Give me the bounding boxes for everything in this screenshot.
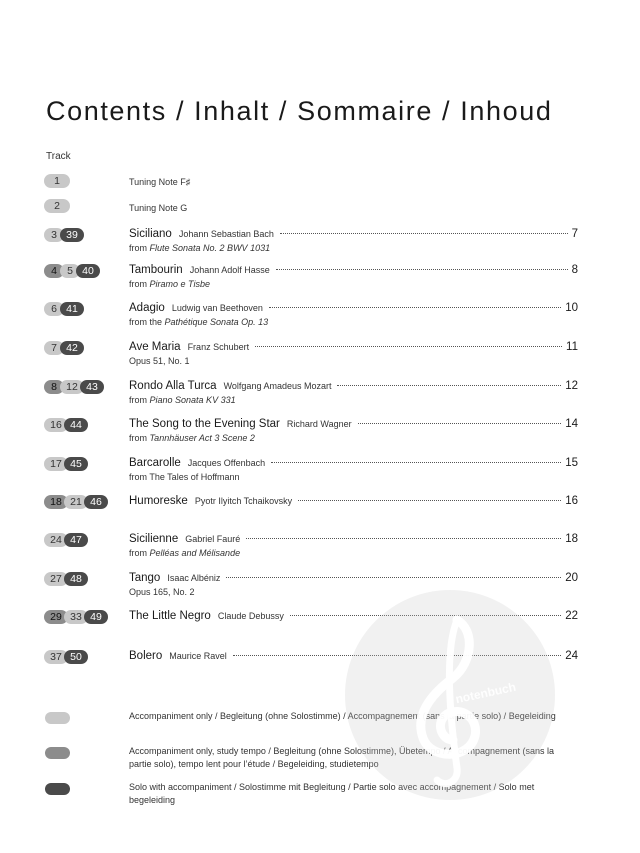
page-number: 20 bbox=[565, 572, 578, 584]
track-column-header: Track bbox=[46, 151, 71, 162]
mid-swatch-icon bbox=[45, 747, 70, 759]
composer-name: Ludwig van Beethoven bbox=[171, 303, 263, 313]
page-number: 15 bbox=[565, 457, 578, 469]
track-badge: 47 bbox=[64, 533, 88, 547]
entry-text bbox=[129, 264, 578, 289]
tuning-label: Tuning Note G bbox=[129, 203, 188, 213]
track-badge: 37 bbox=[44, 650, 68, 664]
entry-text bbox=[129, 302, 578, 327]
track-badge: 50 bbox=[64, 650, 88, 664]
track-badge: 41 bbox=[60, 302, 84, 316]
source-prefix: from bbox=[129, 433, 150, 443]
piece-title: Humoreske bbox=[129, 495, 188, 507]
track-badge: 27 bbox=[44, 572, 68, 586]
composer-name: Johann Sebastian Bach bbox=[178, 229, 274, 239]
dot-leader bbox=[298, 500, 561, 501]
track-badge: 40 bbox=[76, 264, 100, 278]
track-badge: 6 bbox=[44, 302, 64, 316]
track-badge: 16 bbox=[44, 418, 68, 432]
piece-title: Rondo Alla Turca bbox=[129, 380, 217, 392]
track-badge: 45 bbox=[64, 457, 88, 471]
piece-title: Ave Maria bbox=[129, 341, 181, 353]
track-badge: 29 bbox=[44, 610, 68, 624]
source-prefix: from bbox=[129, 548, 150, 558]
composer-name: Richard Wagner bbox=[286, 419, 352, 429]
source-work: Pelléas and Mélisande bbox=[149, 548, 241, 558]
dot-leader bbox=[276, 269, 568, 270]
track-badge: 46 bbox=[84, 495, 108, 509]
dot-leader bbox=[246, 538, 561, 539]
page-number: 11 bbox=[566, 341, 578, 353]
piece-title: The Little Negro bbox=[129, 610, 211, 622]
entry-text bbox=[129, 495, 578, 507]
source-line bbox=[129, 433, 578, 443]
tuning-label: Tuning Note F♯ bbox=[129, 177, 191, 187]
source-prefix: from The Tales of Hoffmann bbox=[129, 472, 240, 482]
page-number: 16 bbox=[565, 495, 578, 507]
source-prefix: Opus 51, No. 1 bbox=[129, 356, 190, 366]
watermark-logo bbox=[345, 590, 555, 800]
piece-title: Sicilienne bbox=[129, 533, 179, 545]
dot-leader bbox=[271, 462, 561, 463]
track-badge: 48 bbox=[64, 572, 88, 586]
source-line bbox=[129, 356, 578, 366]
piece-title: The Song to the Evening Star bbox=[129, 418, 280, 430]
track-badge: 5 bbox=[60, 264, 80, 278]
composer-name: Claude Debussy bbox=[217, 611, 284, 621]
composer-name: Pyotr Ilyitch Tchaikovsky bbox=[194, 496, 293, 506]
composer-name: Gabriel Fauré bbox=[185, 534, 241, 544]
page-number: 10 bbox=[565, 302, 578, 314]
composer-name: Jacques Offenbach bbox=[187, 458, 266, 468]
composer-name: Wolfgang Amadeus Mozart bbox=[223, 381, 332, 391]
source-prefix: from bbox=[129, 279, 150, 289]
track-badge: 3 bbox=[44, 228, 64, 242]
composer-name: Johann Adolf Hasse bbox=[189, 265, 270, 275]
track-badge: 33 bbox=[64, 610, 88, 624]
page-number: 22 bbox=[565, 610, 578, 622]
composer-name: Franz Schubert bbox=[187, 342, 250, 352]
piece-title: Bolero bbox=[129, 650, 163, 662]
piece-title: Adagio bbox=[129, 302, 165, 314]
source-work: Tannhäuser Act 3 Scene 2 bbox=[149, 433, 255, 443]
piece-title: Siciliano bbox=[129, 228, 172, 240]
source-work: Flute Sonata No. 2 BWV 1031 bbox=[149, 243, 271, 253]
piece-title: Tambourin bbox=[129, 264, 183, 276]
source-line bbox=[129, 243, 578, 253]
track-badge: 12 bbox=[60, 380, 84, 394]
piece-title: Tango bbox=[129, 572, 161, 584]
entry-text bbox=[129, 418, 578, 443]
page-number: 7 bbox=[571, 228, 578, 240]
track-badge: 7 bbox=[44, 341, 64, 355]
page-number: 18 bbox=[565, 533, 578, 545]
track-badge: 49 bbox=[84, 610, 108, 624]
track-badge: 42 bbox=[60, 341, 84, 355]
track-badge: 24 bbox=[44, 533, 68, 547]
dot-leader bbox=[358, 423, 562, 424]
source-line bbox=[129, 395, 578, 405]
track-badge: 2 bbox=[44, 199, 70, 213]
treble-clef-icon bbox=[345, 590, 555, 800]
piece-title: Barcarolle bbox=[129, 457, 181, 469]
watermark-text: notenbuch bbox=[454, 679, 518, 707]
track-badge: 44 bbox=[64, 418, 88, 432]
legend-text: Solo with accompaniment / Solostimme mit Begleitung / Partie solo avec accompagnement / Solo met begeleiding bbox=[129, 782, 535, 805]
track-badge: 4 bbox=[44, 264, 64, 278]
track-badge: 8 bbox=[44, 380, 64, 394]
track-badge: 18 bbox=[44, 495, 68, 509]
dot-leader bbox=[255, 346, 562, 347]
track-badge: 21 bbox=[64, 495, 88, 509]
legend-text: Accompaniment only / Begleitung (ohne Solostimme) / Accompagnement (sans la partie solo) / Begeleiding bbox=[129, 711, 556, 721]
page-number: 14 bbox=[565, 418, 578, 430]
entry-text bbox=[129, 457, 578, 482]
entry-text bbox=[129, 228, 578, 253]
dot-leader bbox=[337, 385, 561, 386]
source-prefix: from bbox=[129, 395, 150, 405]
dot-leader bbox=[226, 577, 561, 578]
source-line bbox=[129, 548, 578, 558]
source-line bbox=[129, 317, 578, 327]
source-line bbox=[129, 279, 578, 289]
light-swatch-icon bbox=[45, 712, 70, 724]
dot-leader bbox=[269, 307, 561, 308]
entry-text bbox=[129, 341, 578, 366]
dot-leader bbox=[280, 233, 568, 234]
track-badge: 17 bbox=[44, 457, 68, 471]
source-work: Pathétique Sonata Op. 13 bbox=[164, 317, 269, 327]
entry-text bbox=[129, 380, 578, 405]
source-work: Piramo e Tisbe bbox=[149, 279, 210, 289]
source-prefix: from bbox=[129, 243, 150, 253]
source-line bbox=[129, 472, 578, 482]
composer-name: Maurice Ravel bbox=[169, 651, 227, 661]
source-prefix: Opus 165, No. 2 bbox=[129, 587, 195, 597]
legend-text: Accompaniment only, study tempo / Begleitung (ohne Solostimme), Übetempo / Accompagnement (sans la partie solo), tempo lent pour l’étude / Begeleiding, studietempo bbox=[129, 746, 555, 769]
entry-text bbox=[129, 533, 578, 558]
source-work: Piano Sonata KV 331 bbox=[149, 395, 236, 405]
page-number: 8 bbox=[571, 264, 578, 276]
source-prefix: from the bbox=[129, 317, 165, 327]
track-badge: 1 bbox=[44, 174, 70, 188]
page-number: 12 bbox=[565, 380, 578, 392]
track-badge: 39 bbox=[60, 228, 84, 242]
page-number: 24 bbox=[565, 650, 578, 662]
composer-name: Isaac Albéniz bbox=[167, 573, 221, 583]
dark-swatch-icon bbox=[45, 783, 70, 795]
page-title: Contents / Inhalt / Sommaire / Inhoud bbox=[46, 96, 553, 126]
track-badge: 43 bbox=[80, 380, 104, 394]
